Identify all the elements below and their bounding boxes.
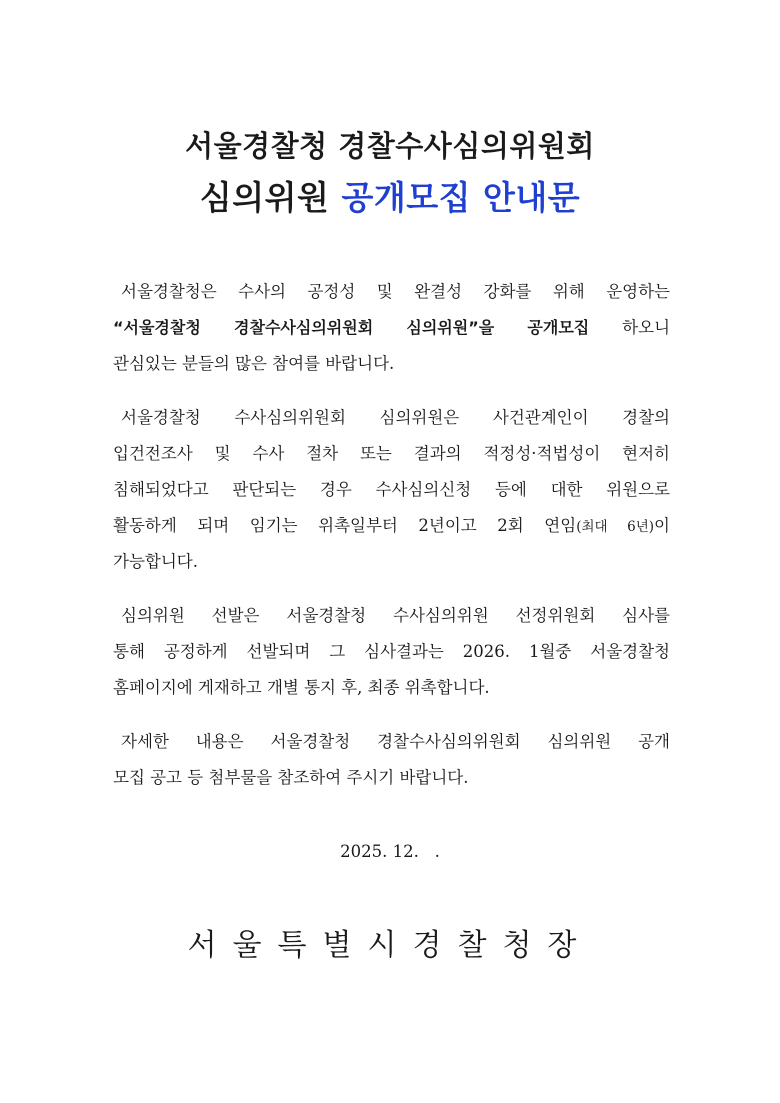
paragraph-line (113, 508, 670, 544)
paragraph-line: 가능합니다. (113, 552, 198, 571)
term-text: 활동하게 되며 임기는 위촉일부터 2년이고 2회 연임 (113, 516, 577, 535)
paragraph-line: 모집 공고 등 첨부물을 참조하여 주시기 바랍니다. (113, 768, 469, 787)
line-ending: 하오니 (589, 318, 671, 337)
paragraph-line: 심의위원 선발은 서울경찰청 수사심의위원 선정위원회 심사를 (121, 606, 670, 625)
paragraph-line: 관심있는 분들의 많은 참여를 바랍니다. (113, 354, 395, 373)
document-date: 2025. 12. . (340, 842, 440, 861)
paragraph-intro (113, 274, 670, 382)
document-title: 서울경찰청 경찰수사심의위원회 (185, 129, 595, 163)
paragraph-line: 통해 공정하게 선발되며 그 심사결과는 2026. 1월중 서울경찰청 (113, 642, 670, 661)
subtitle-highlight: 공개모집 안내문 (341, 178, 581, 217)
paragraph-line: 서울경찰청은 수사의 공정성 및 완결성 강화를 위해 운영하는 (121, 282, 670, 301)
paragraph-line: 홈페이지에 게재하고 개별 통지 후, 최종 위촉합니다. (113, 678, 490, 697)
paragraph-line (113, 310, 670, 346)
paragraph-details (113, 724, 670, 796)
document-subtitle (0, 172, 780, 219)
paragraph-line: 자세한 내용은 서울경찰청 경찰수사심의위원회 심의위원 공개 (121, 732, 670, 751)
paragraph-selection (113, 598, 670, 706)
term-max-note: (최대 6년) (576, 519, 655, 535)
paragraph-role (113, 400, 670, 580)
subtitle-part: 심의위원 (199, 178, 330, 217)
issuer-signature: 서울특별시경찰청장 (187, 928, 593, 963)
paragraph-line: 침해되었다고 판단되는 경우 수사심의신청 등에 대한 위원으로 (113, 480, 670, 499)
bold-title-phrase: “서울경찰청 경찰수사심의위원회 심의위원”을 공개모집 (113, 318, 590, 337)
paragraph-line: 입건전조사 및 수사 절차 또는 결과의 적정성·적법성이 현저히 (113, 444, 670, 463)
line-ending: 이 (654, 516, 670, 535)
paragraph-line: 서울경찰청 수사심의위원회 심의위원은 사건관계인이 경찰의 (121, 408, 670, 427)
